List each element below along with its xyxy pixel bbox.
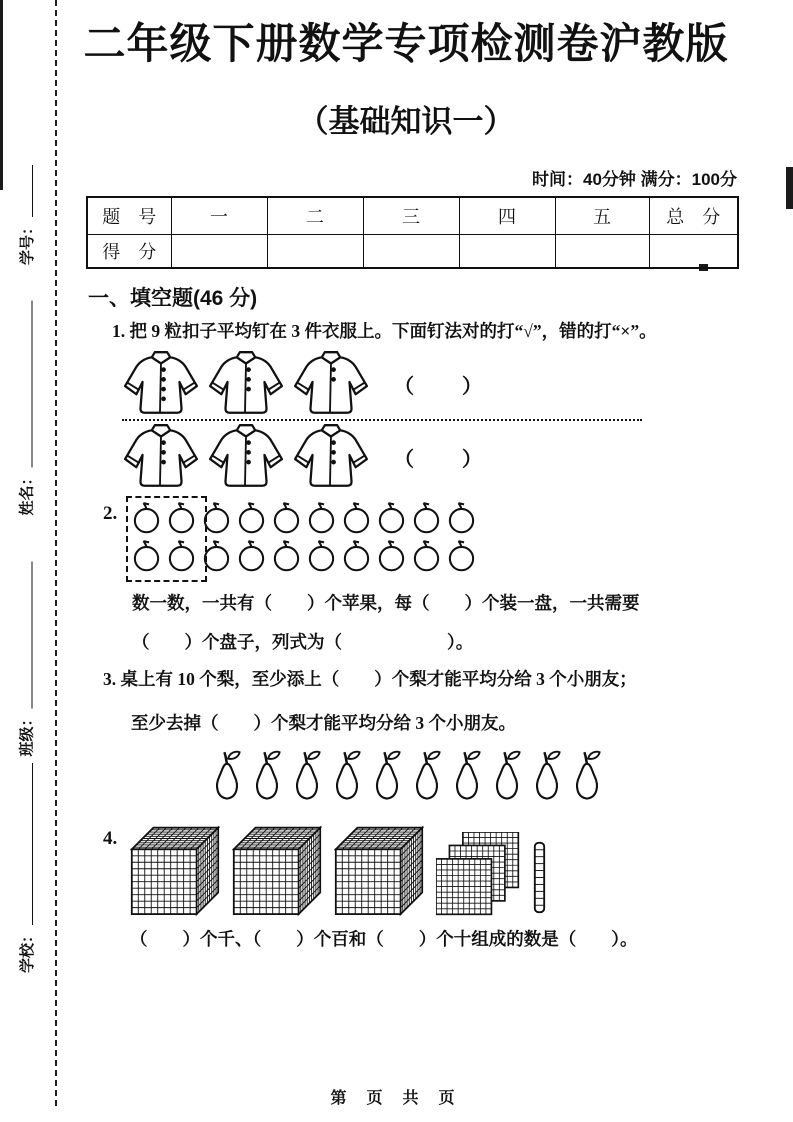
class-label: 班级： [18,711,36,757]
score-table-header-cell: 一 [171,197,267,235]
scan-artifact [786,167,793,209]
q3-pears-row [208,748,606,807]
coat-icon [122,423,200,491]
score-row-label: 得 分 [87,235,171,269]
score-cell [363,235,459,269]
scan-artifact [0,0,3,190]
pear-icon [208,748,246,807]
pear-icon [488,748,526,807]
score-table-header-cell: 四 [459,197,555,235]
question-1-text: 1. 把 9 粒扣子平均钉在 3 件衣服上。下面钉法对的打“√”，错的打“×”。 [112,321,657,341]
pear-icon [288,748,326,807]
apple-icon [375,538,408,573]
pear-icon [248,748,286,807]
exam-time-score-info: 时间：40分钟 满分：100分 [532,170,737,189]
margin-field-school [15,763,37,973]
coat-icon [292,423,370,491]
score-table [86,196,739,269]
score-table-header-cell: 三 [363,197,459,235]
coat-icon [122,350,200,418]
margin-field-student-id [15,165,37,265]
score-cell [555,235,649,269]
pear-icon [528,748,566,807]
student-id-label: 学号： [19,219,36,265]
pear-icon [448,748,486,807]
score-cell [171,235,267,269]
apple-icon [235,500,268,535]
thousand-cube-icon [232,824,322,916]
q1-answer-blank-1: （ ） [394,375,496,398]
q1-coats-group-2 [122,423,370,491]
question-4-text: （ ）个千、（ ）个百和（ ）个十组成的数是（ ）。 [130,929,638,949]
school-label: 学校： [19,927,36,973]
page-footer: 第 页 共 页 [330,1090,463,1107]
score-table-header-cell: 总 分 [649,197,738,235]
class-blank-line [32,562,33,709]
apple-icon [305,500,338,535]
hundred-flats-icon [436,832,520,916]
apple-icon [375,500,408,535]
question-4-number: 4. [103,828,118,849]
page-title: 二年级下册数学专项检测卷沪教版 [83,20,729,67]
score-cell [267,235,363,269]
apple-icon [445,538,478,573]
apple-icon [445,500,478,535]
q4-base-ten-blocks [130,824,547,916]
pear-icon [568,748,606,807]
q1-shirts-row-1 [122,350,657,418]
q1-shirts-row-2 [122,423,657,491]
question-2-number: 2. [103,503,118,524]
pear-icon [408,748,446,807]
apple-icon [235,538,268,573]
coat-icon [207,350,285,418]
question-3-text-line-1: 3. 桌上有 10 个梨，至少添上（ ）个梨才能平均分给 3 个小朋友； [103,669,637,689]
apple-icon [270,538,303,573]
pear-icon [328,748,366,807]
question-2-text-line-2: （ ）个盘子，列式为（ ）。 [132,632,474,652]
score-table-header-cell: 二 [267,197,363,235]
name-blank-line [32,301,33,468]
section-heading-fill-in-blanks: 一、填空题(46 分) [88,287,258,310]
page-subtitle: （基础知识一） [297,104,515,139]
coat-icon [207,423,285,491]
q2-grouping-dashed-box [126,496,207,582]
score-cell [459,235,555,269]
q1-coats-group-1 [122,350,370,418]
margin-field-name [15,301,37,516]
margin-field-class [15,562,37,757]
student-id-blank-line [32,165,33,217]
question-2-text-line-1: 数一数，一共有（ ）个苹果，每（ ）个装一盘，一共需要 [132,593,640,613]
apple-icon [270,500,303,535]
apple-icon [410,500,443,535]
score-table-header-cell: 五 [555,197,649,235]
score-cell [649,235,738,269]
thousand-cube-icon [130,824,220,916]
ten-rod-icon [532,839,547,916]
school-blank-line [32,763,33,925]
coat-icon [292,350,370,418]
score-table-header-cell: 题 号 [87,197,171,235]
name-label: 姓名： [18,470,36,516]
q1-dotted-divider [122,419,642,421]
q1-answer-blank-2: （ ） [394,448,496,471]
question-3-text-line-2: 至少去掉（ ）个梨才能平均分给 3 个小朋友。 [131,713,516,733]
apple-icon [305,538,338,573]
apple-icon [410,538,443,573]
apple-icon [340,500,373,535]
thousand-cube-icon [334,824,424,916]
question-1-figure [122,350,657,491]
apple-icon [340,538,373,573]
pear-icon [368,748,406,807]
binding-dashed-line [55,0,57,1106]
